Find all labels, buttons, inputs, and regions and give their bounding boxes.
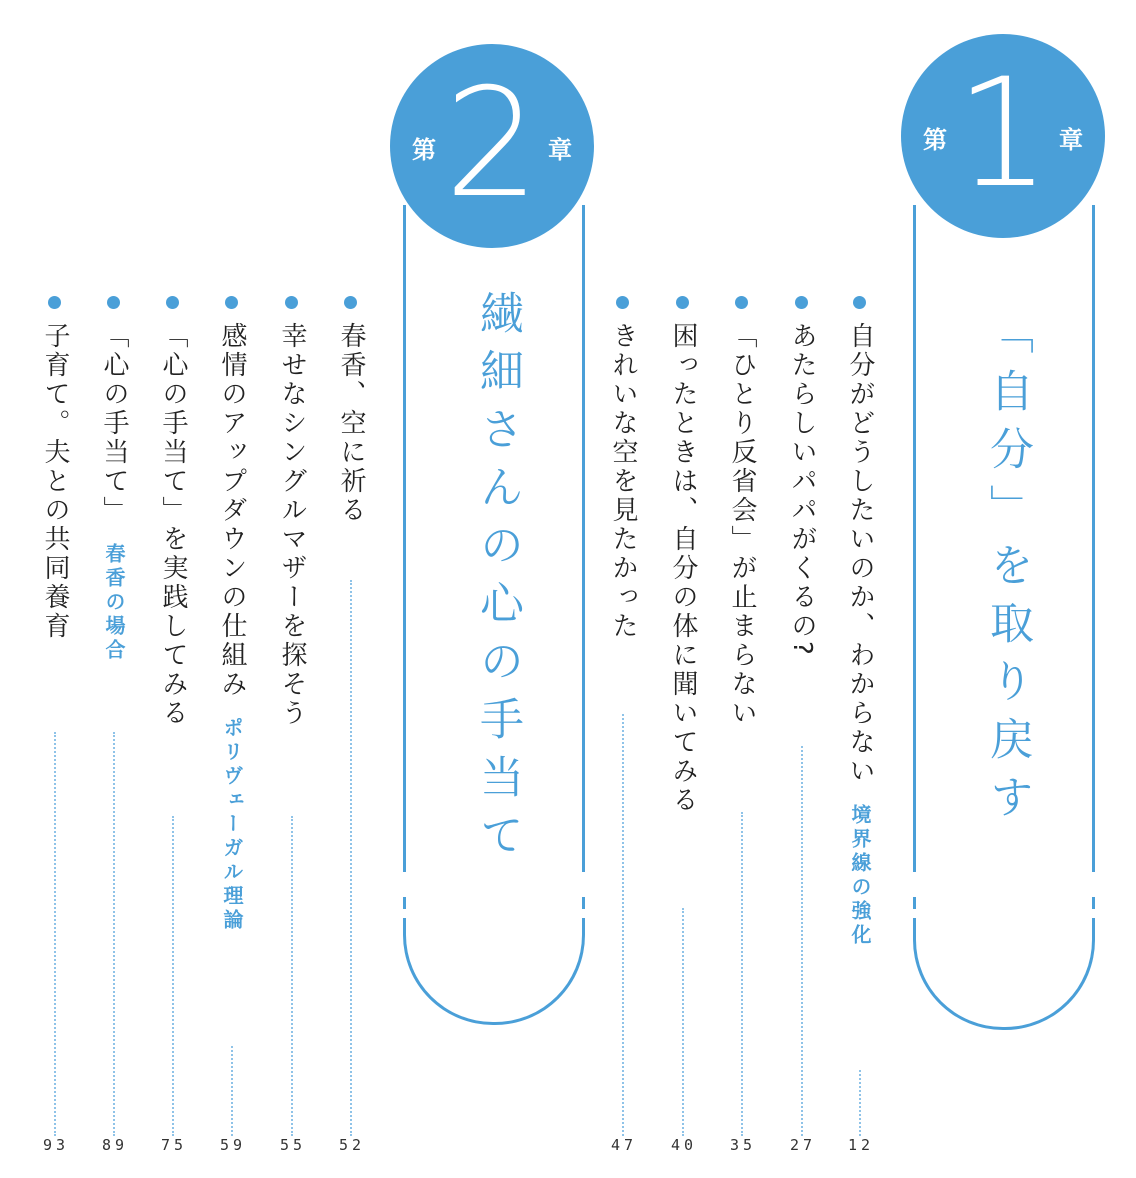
chapter-1-frame-tick-right [1092,897,1095,909]
dotted-leader [231,1046,233,1136]
page-number: 27 [789,1136,817,1154]
chapter-2-frame-tick [403,897,406,909]
chapter-1-badge [901,34,1105,238]
bullet-dot [676,296,689,309]
chapter-2-badge [390,44,594,248]
dotted-leader [682,908,684,1136]
dotted-leader [350,580,352,1136]
chapter-2-sho-label: 章 [548,136,572,164]
page-number: 89 [101,1136,129,1154]
dotted-leader [859,1070,861,1136]
dotted-leader [113,732,115,1136]
bullet-dot [853,296,866,309]
bullet-dot [285,296,298,309]
toc-item-title: 困ったときは、自分の体に聞いてみる [668,322,698,815]
chapter-1-dai-label: 第 [923,126,947,154]
bullet-dot [344,296,357,309]
bullet-dot [225,296,238,309]
toc-item-title: きれいな空を見たかった [608,322,638,641]
bullet-dot [166,296,179,309]
chapter-1-frame-gap [910,872,918,918]
chapter-1-sho-label: 章 [1059,126,1083,154]
toc-item-subtitle: 境界線の強化 [848,804,872,948]
page-number: 35 [729,1136,757,1154]
chapter-2-frame-gap-right [579,872,587,918]
chapter-1-number: 1 [955,47,1051,221]
bullet-dot [795,296,808,309]
toc-item-title: あたらしいパパがくるの? [787,322,817,658]
chapter-1-title: 「自分」を取り戻す [982,310,1033,832]
bullet-dot [735,296,748,309]
page-number: 40 [670,1136,698,1154]
dotted-leader [741,812,743,1136]
toc-item-title: 「ひとり反省会」が止まらない [727,322,757,728]
page-number: 59 [219,1136,247,1154]
dotted-leader [172,816,174,1136]
chapter-2-frame-tick-right [582,897,585,909]
page-number: 55 [279,1136,307,1154]
dotted-leader [801,746,803,1136]
chapter-2-frame-gap [400,872,408,918]
chapter-2-dai-label: 第 [412,136,436,164]
dotted-leader [622,714,624,1136]
page-number: 52 [338,1136,366,1154]
toc-item-title: 幸せなシングルマザーを探そう [277,322,307,728]
toc-item-title: 自分がどうしたいのか、わからない境界線の強化 [845,322,875,948]
toc-item-title: 子育て。夫との共同養育 [40,322,70,641]
page-number: 47 [610,1136,638,1154]
bullet-dot [48,296,61,309]
chapter-1-frame-gap-right [1089,872,1097,918]
page-number: 75 [160,1136,188,1154]
dotted-leader [291,816,293,1136]
toc-item-subtitle: 春香の場合 [102,543,126,663]
chapter-2-title: 繊細さんの心の手当て [472,290,523,870]
toc-item-title: 「心の手当て」春香の場合 [99,322,129,663]
dotted-leader [54,732,56,1136]
toc-item-title: 「心の手当て」を実践してみる [158,322,188,728]
page-number: 93 [42,1136,70,1154]
bullet-dot [616,296,629,309]
bullet-dot [107,296,120,309]
chapter-2-number: 2 [444,57,540,231]
toc-item-title: 感情のアップダウンの仕組みポリヴェーガル理論 [217,322,247,933]
chapter-1-frame-tick [913,897,916,909]
page-number: 12 [847,1136,875,1154]
toc-item-title: 春香、空に祈る [336,322,366,525]
toc-item-subtitle: ポリヴェーガル理論 [220,717,244,933]
